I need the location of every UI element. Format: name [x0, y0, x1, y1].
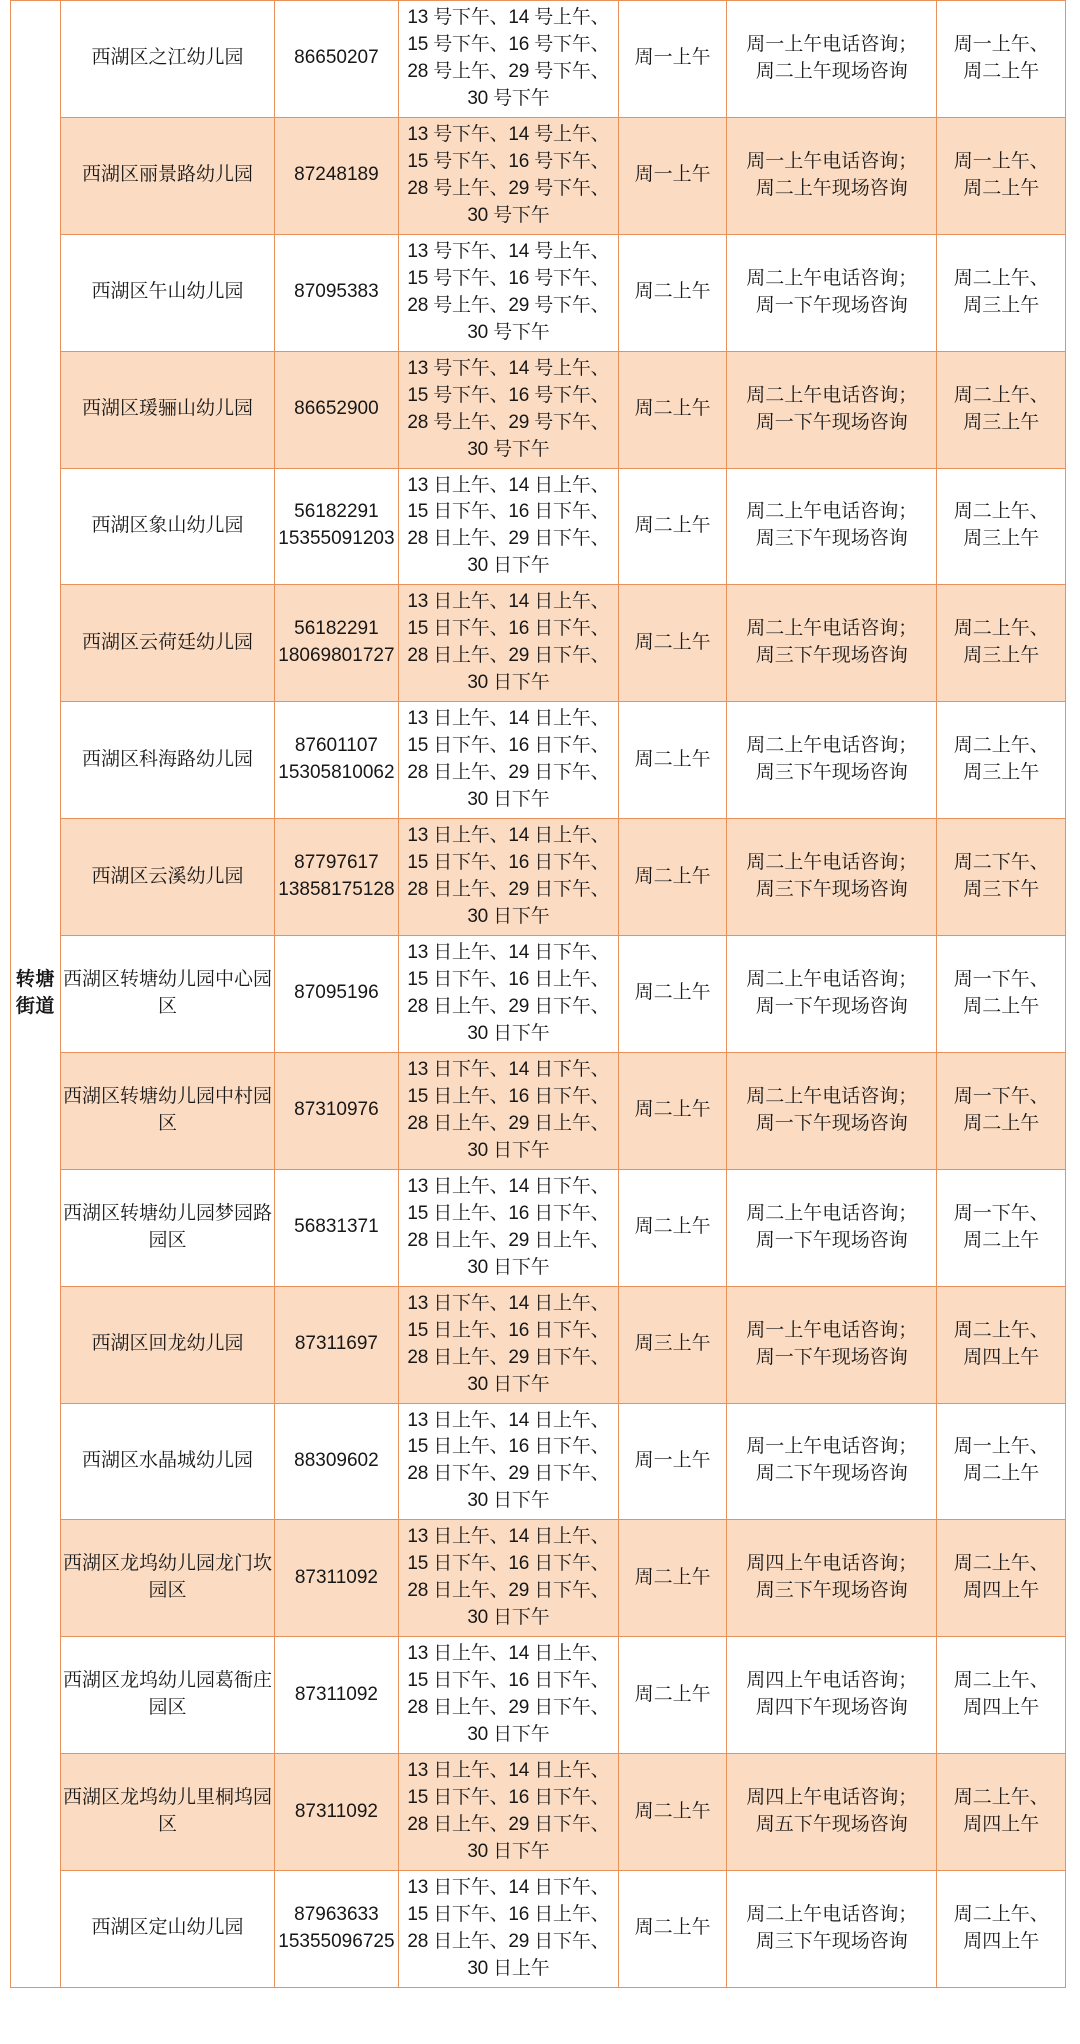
onsite-reception-cell: 周三上午 [619, 1286, 727, 1403]
registration-dates-cell: 13 日下午、14 日下午、 15 日下午、16 日上午、 28 日上午、29 日下午、 30 日上午 [398, 1871, 619, 1988]
phone-cell: 87311092 [275, 1637, 398, 1754]
onsite-reception-cell: 周一上午 [619, 1, 727, 118]
consultation-method-cell: 周二上午电话咨询； 周三下午现场咨询 [727, 1871, 937, 1988]
registration-dates-cell: 13 号下午、14 号上午、 15 号下午、16 号下午、 28 号上午、29 号下午、 30 号下午 [398, 1, 619, 118]
consultation-method-cell: 周二上午电话咨询； 周三下午现场咨询 [727, 585, 937, 702]
kindergarten-name-cell: 西湖区龙坞幼儿里桐坞园区 [60, 1754, 275, 1871]
additional-time-cell: 周一上午、 周二上午 [937, 117, 1066, 234]
onsite-reception-cell: 周一上午 [619, 117, 727, 234]
phone-cell: 86650207 [275, 1, 398, 118]
registration-dates-cell: 13 日上午、14 日上午、 15 日下午、16 日下午、 28 日上午、29 日下午、 30 日下午 [398, 1520, 619, 1637]
onsite-reception-cell: 周二上午 [619, 1754, 727, 1871]
table-row [11, 1754, 1066, 1871]
phone-cell: 88309602 [275, 1403, 398, 1520]
additional-time-cell: 周二上午、 周三上午 [937, 585, 1066, 702]
onsite-reception-cell: 周二上午 [619, 351, 727, 468]
registration-dates-cell: 13 日上午、14 日上午、 15 日下午、16 日下午、 28 日上午、29 日下午、 30 日下午 [398, 1637, 619, 1754]
kindergarten-name-cell: 西湖区回龙幼儿园 [60, 1286, 275, 1403]
onsite-reception-cell: 周二上午 [619, 234, 727, 351]
kindergarten-name-cell: 西湖区之江幼儿园 [60, 1, 275, 118]
table-row [11, 468, 1066, 585]
additional-time-cell: 周二下午、 周三下午 [937, 819, 1066, 936]
registration-dates-cell: 13 日上午、14 日上午、 15 日下午、16 日下午、 28 日上午、29 日下午、 30 日下午 [398, 585, 619, 702]
district-cell: 转塘 街道 [11, 1, 61, 1988]
additional-time-cell: 周一上午、 周二上午 [937, 1, 1066, 118]
additional-time-cell: 周二上午、 周三上午 [937, 702, 1066, 819]
table-row [11, 1403, 1066, 1520]
additional-time-cell: 周二上午、 周四上午 [937, 1286, 1066, 1403]
table-row [11, 1169, 1066, 1286]
additional-time-cell: 周二上午、 周四上午 [937, 1871, 1066, 1988]
registration-dates-cell: 13 日上午、14 日下午、 15 日下午、16 日上午、 28 日上午、29 日下午、 30 日下午 [398, 936, 619, 1053]
additional-time-cell: 周二上午、 周三上午 [937, 234, 1066, 351]
table-row [11, 1052, 1066, 1169]
kindergarten-name-cell: 西湖区科海路幼儿园 [60, 702, 275, 819]
table-body [11, 1, 1066, 1988]
consultation-method-cell: 周一上午电话咨询； 周二下午现场咨询 [727, 1403, 937, 1520]
consultation-method-cell: 周二上午电话咨询； 周一下午现场咨询 [727, 936, 937, 1053]
table-row [11, 1871, 1066, 1988]
consultation-method-cell: 周二上午电话咨询； 周一下午现场咨询 [727, 1169, 937, 1286]
table-row [11, 1, 1066, 118]
kindergarten-name-cell: 西湖区转塘幼儿园中村园区 [60, 1052, 275, 1169]
kindergarten-name-cell: 西湖区丽景路幼儿园 [60, 117, 275, 234]
table-row [11, 936, 1066, 1053]
additional-time-cell: 周二上午、 周四上午 [937, 1754, 1066, 1871]
phone-cell: 87311092 [275, 1754, 398, 1871]
kindergarten-name-cell: 西湖区水晶城幼儿园 [60, 1403, 275, 1520]
consultation-method-cell: 周二上午电话咨询； 周一下午现场咨询 [727, 1052, 937, 1169]
kindergarten-name-cell: 西湖区云荷廷幼儿园 [60, 585, 275, 702]
phone-cell: 87248189 [275, 117, 398, 234]
consultation-method-cell: 周一上午电话咨询； 周二上午现场咨询 [727, 117, 937, 234]
phone-cell: 87963633 15355096725 [275, 1871, 398, 1988]
additional-time-cell: 周二上午、 周三上午 [937, 468, 1066, 585]
additional-time-cell: 周二上午、 周四上午 [937, 1637, 1066, 1754]
phone-cell: 87311697 [275, 1286, 398, 1403]
kindergarten-name-cell: 西湖区龙坞幼儿园葛衙庄园区 [60, 1637, 275, 1754]
additional-time-cell: 周二上午、 周三上午 [937, 351, 1066, 468]
phone-cell: 86652900 [275, 351, 398, 468]
onsite-reception-cell: 周二上午 [619, 1520, 727, 1637]
consultation-method-cell: 周四上午电话咨询； 周五下午现场咨询 [727, 1754, 937, 1871]
additional-time-cell: 周一下午、 周二上午 [937, 1052, 1066, 1169]
onsite-reception-cell: 周二上午 [619, 1871, 727, 1988]
onsite-reception-cell: 周二上午 [619, 585, 727, 702]
consultation-method-cell: 周二上午电话咨询； 周三下午现场咨询 [727, 702, 937, 819]
additional-time-cell: 周一下午、 周二上午 [937, 1169, 1066, 1286]
kindergarten-name-cell: 西湖区瑗骊山幼儿园 [60, 351, 275, 468]
consultation-method-cell: 周二上午电话咨询； 周三下午现场咨询 [727, 468, 937, 585]
kindergarten-name-cell: 西湖区龙坞幼儿园龙门坎园区 [60, 1520, 275, 1637]
table-row [11, 117, 1066, 234]
phone-cell: 87797617 13858175128 [275, 819, 398, 936]
table-row [11, 351, 1066, 468]
phone-cell: 56831371 [275, 1169, 398, 1286]
table-row [11, 1286, 1066, 1403]
registration-dates-cell: 13 日上午、14 日上午、 15 日下午、16 日下午、 28 日上午、29 日下午、 30 日下午 [398, 468, 619, 585]
registration-dates-cell: 13 日下午、14 日下午、 15 日上午、16 日下午、 28 日上午、29 日上午、 30 日下午 [398, 1052, 619, 1169]
table-row [11, 702, 1066, 819]
registration-dates-cell: 13 号下午、14 号上午、 15 号下午、16 号下午、 28 号上午、29 号下午、 30 号下午 [398, 234, 619, 351]
registration-dates-cell: 13 日上午、14 日上午、 15 日上午、16 日下午、 28 日下午、29 日下午、 30 日下午 [398, 1403, 619, 1520]
registration-dates-cell: 13 号下午、14 号上午、 15 号下午、16 号下午、 28 号上午、29 号下午、 30 号下午 [398, 117, 619, 234]
phone-cell: 56182291 18069801727 [275, 585, 398, 702]
kindergarten-registration-table [10, 0, 1066, 1988]
registration-dates-cell: 13 日上午、14 日下午、 15 日上午、16 日下午、 28 日上午、29 日上午、 30 日下午 [398, 1169, 619, 1286]
registration-dates-cell: 13 日上午、14 日上午、 15 日下午、16 日下午、 28 日上午、29 日下午、 30 日下午 [398, 1754, 619, 1871]
additional-time-cell: 周一下午、 周二上午 [937, 936, 1066, 1053]
kindergarten-name-cell: 西湖区云溪幼儿园 [60, 819, 275, 936]
onsite-reception-cell: 周二上午 [619, 702, 727, 819]
phone-cell: 87601107 15305810062 [275, 702, 398, 819]
consultation-method-cell: 周二上午电话咨询； 周一下午现场咨询 [727, 351, 937, 468]
registration-dates-cell: 13 日上午、14 日上午、 15 日下午、16 日下午、 28 日上午、29 日下午、 30 日下午 [398, 819, 619, 936]
kindergarten-name-cell: 西湖区象山幼儿园 [60, 468, 275, 585]
phone-cell: 87310976 [275, 1052, 398, 1169]
phone-cell: 87311092 [275, 1520, 398, 1637]
onsite-reception-cell: 周二上午 [619, 468, 727, 585]
table-row [11, 585, 1066, 702]
onsite-reception-cell: 周二上午 [619, 819, 727, 936]
consultation-method-cell: 周二上午电话咨询； 周三下午现场咨询 [727, 819, 937, 936]
registration-dates-cell: 13 日下午、14 日上午、 15 日上午、16 日下午、 28 日上午、29 日下午、 30 日下午 [398, 1286, 619, 1403]
table-row [11, 1637, 1066, 1754]
registration-dates-cell: 13 日上午、14 日上午、 15 日下午、16 日下午、 28 日上午、29 日下午、 30 日下午 [398, 702, 619, 819]
table-row [11, 819, 1066, 936]
kindergarten-name-cell: 西湖区转塘幼儿园中心园区 [60, 936, 275, 1053]
onsite-reception-cell: 周二上午 [619, 936, 727, 1053]
consultation-method-cell: 周一上午电话咨询； 周一下午现场咨询 [727, 1286, 937, 1403]
consultation-method-cell: 周一上午电话咨询； 周二上午现场咨询 [727, 1, 937, 118]
kindergarten-name-cell: 西湖区定山幼儿园 [60, 1871, 275, 1988]
table-row [11, 1520, 1066, 1637]
kindergarten-name-cell: 西湖区转塘幼儿园梦园路园区 [60, 1169, 275, 1286]
table-row [11, 234, 1066, 351]
onsite-reception-cell: 周一上午 [619, 1403, 727, 1520]
phone-cell: 87095196 [275, 936, 398, 1053]
phone-cell: 87095383 [275, 234, 398, 351]
consultation-method-cell: 周二上午电话咨询； 周一下午现场咨询 [727, 234, 937, 351]
onsite-reception-cell: 周二上午 [619, 1169, 727, 1286]
onsite-reception-cell: 周二上午 [619, 1637, 727, 1754]
kindergarten-name-cell: 西湖区午山幼儿园 [60, 234, 275, 351]
registration-dates-cell: 13 号下午、14 号上午、 15 号下午、16 号下午、 28 号上午、29 号下午、 30 号下午 [398, 351, 619, 468]
phone-cell: 56182291 15355091203 [275, 468, 398, 585]
onsite-reception-cell: 周二上午 [619, 1052, 727, 1169]
consultation-method-cell: 周四上午电话咨询； 周三下午现场咨询 [727, 1520, 937, 1637]
additional-time-cell: 周二上午、 周四上午 [937, 1520, 1066, 1637]
consultation-method-cell: 周四上午电话咨询； 周四下午现场咨询 [727, 1637, 937, 1754]
additional-time-cell: 周一上午、 周二上午 [937, 1403, 1066, 1520]
